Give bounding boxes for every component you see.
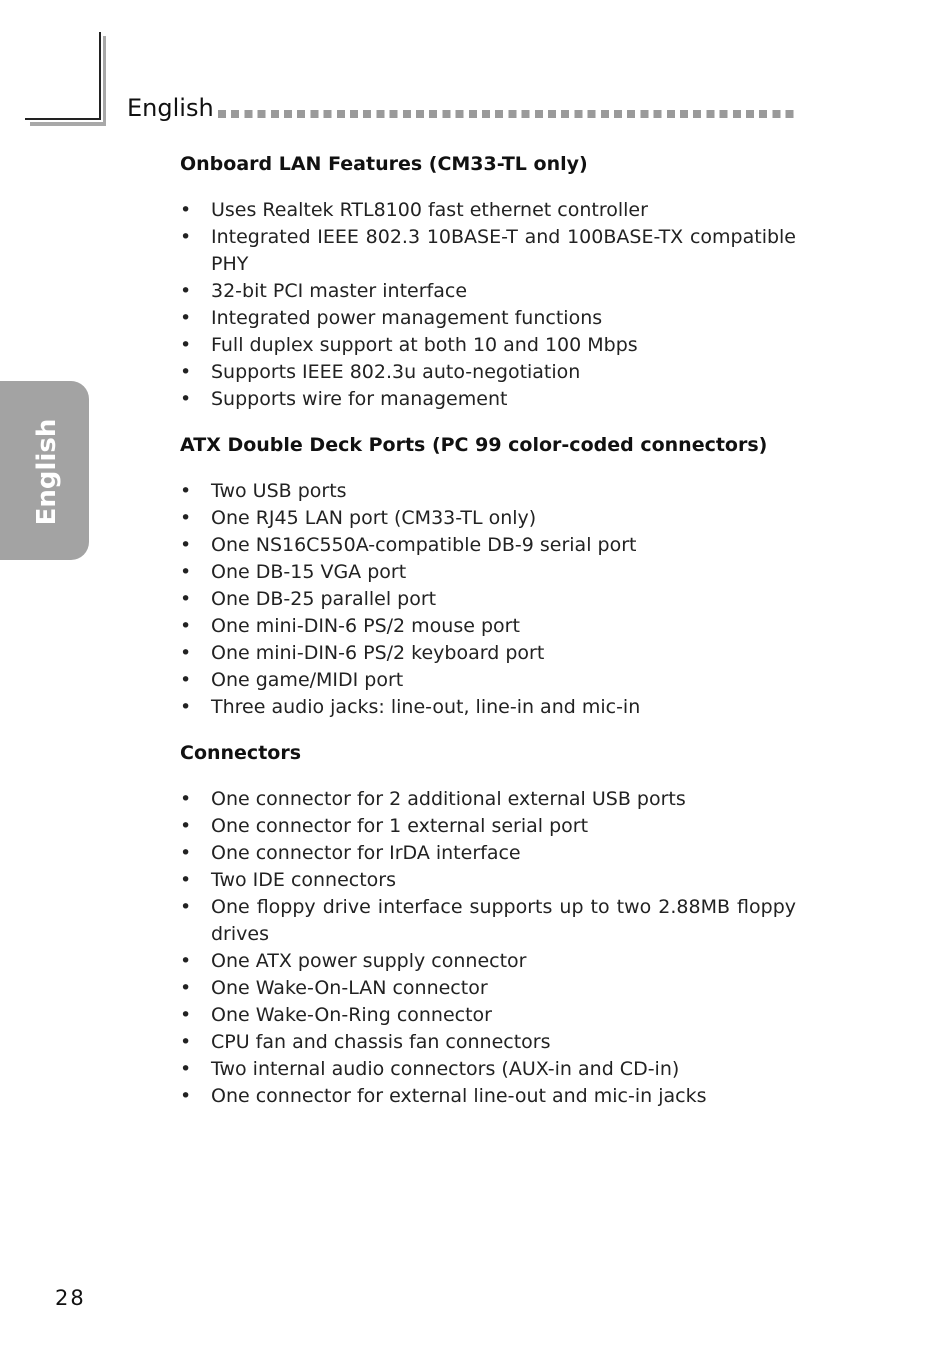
bullet-icon: • [180,199,192,221]
bullet-icon: • [180,507,192,529]
bullet-icon: • [180,977,192,999]
side-tab-label: English [32,418,62,526]
bullet-icon: • [180,842,192,864]
bullet-icon: • [180,896,192,918]
bullet-icon: • [180,480,192,502]
list-item: • Full duplex support at both 10 and 100 Mbps [180,332,796,359]
list-item: • 32-bit PCI master interface [180,278,796,305]
bullet-icon: • [180,1058,192,1080]
corner-mark-vertical [99,32,101,120]
list-item: • One floppy drive interface supports up to two 2.88MB floppy drives [180,896,796,945]
bullet-list [180,478,796,721]
list-item: • One connector for external line-out and mic-in jacks [180,1083,796,1110]
bullet-list [180,197,796,413]
list-item: • Three audio jacks: line-out, line-in and mic-in [180,694,796,721]
corner-mark-shadow-horizontal [30,122,106,126]
bullet-icon: • [180,226,192,248]
section-title: ATX Double Deck Ports (PC 99 color-coded connectors) [180,434,768,456]
list-item: • Integrated IEEE 802.3 10BASE-T and 100BASE-TX compatible PHY [180,226,796,275]
list-item: • One connector for 2 additional external USB ports [180,786,796,813]
list-item: • One mini-DIN-6 PS/2 mouse port [180,613,796,640]
list-item: • One connector for IrDA interface [180,840,796,867]
page-content [180,150,796,1128]
bullet-icon: • [180,615,192,637]
bullet-icon: • [180,588,192,610]
list-item: • Two IDE connectors [180,867,796,894]
list-item: • Two USB ports [180,478,796,505]
list-item: • One NS16C550A-compatible DB-9 serial port [180,532,796,559]
bullet-icon: • [180,950,192,972]
header-dot-leader [218,110,796,118]
corner-mark-shadow-vertical [103,36,106,126]
list-item: • One connector for 1 external serial port [180,813,796,840]
corner-mark-horizontal [25,118,101,120]
bullet-icon: • [180,361,192,383]
bullet-icon: • [180,1031,192,1053]
list-item: • One DB-15 VGA port [180,559,796,586]
bullet-icon: • [180,1004,192,1026]
bullet-icon: • [180,534,192,556]
section-title: Connectors [180,742,302,764]
section-title: Onboard LAN Features (CM33-TL only) [180,153,588,175]
list-item: • Supports wire for management [180,386,796,413]
list-item: • Integrated power management functions [180,305,796,332]
list-item: • One Wake-On-Ring connector [180,1002,796,1029]
section-lan-features [180,150,796,413]
bullet-icon: • [180,815,192,837]
bullet-icon: • [180,388,192,410]
bullet-icon: • [180,788,192,810]
page-number: 28 [55,1286,86,1310]
bullet-icon: • [180,642,192,664]
bullet-icon: • [180,307,192,329]
bullet-icon: • [180,561,192,583]
list-item: • Supports IEEE 802.3u auto-negotiation [180,359,796,386]
list-item: • Uses Realtek RTL8100 fast ethernet controller [180,197,796,224]
section-connectors [180,739,796,1110]
list-item: • One game/MIDI port [180,667,796,694]
bullet-icon: • [180,869,192,891]
bullet-icon: • [180,280,192,302]
bullet-icon: • [180,334,192,356]
list-item: • CPU fan and chassis fan connectors [180,1029,796,1056]
list-item: • One Wake-On-LAN connector [180,975,796,1002]
list-item: • One RJ45 LAN port (CM33-TL only) [180,505,796,532]
list-item: • One ATX power supply connector [180,948,796,975]
bullet-icon: • [180,1085,192,1107]
list-item: • One mini-DIN-6 PS/2 keyboard port [180,640,796,667]
section-atx-ports [180,431,796,721]
page-header-title: English [127,94,214,122]
bullet-icon: • [180,669,192,691]
list-item: • One DB-25 parallel port [180,586,796,613]
list-item: • Two internal audio connectors (AUX-in and CD-in) [180,1056,796,1083]
bullet-list [180,786,796,1110]
bullet-icon: • [180,696,192,718]
